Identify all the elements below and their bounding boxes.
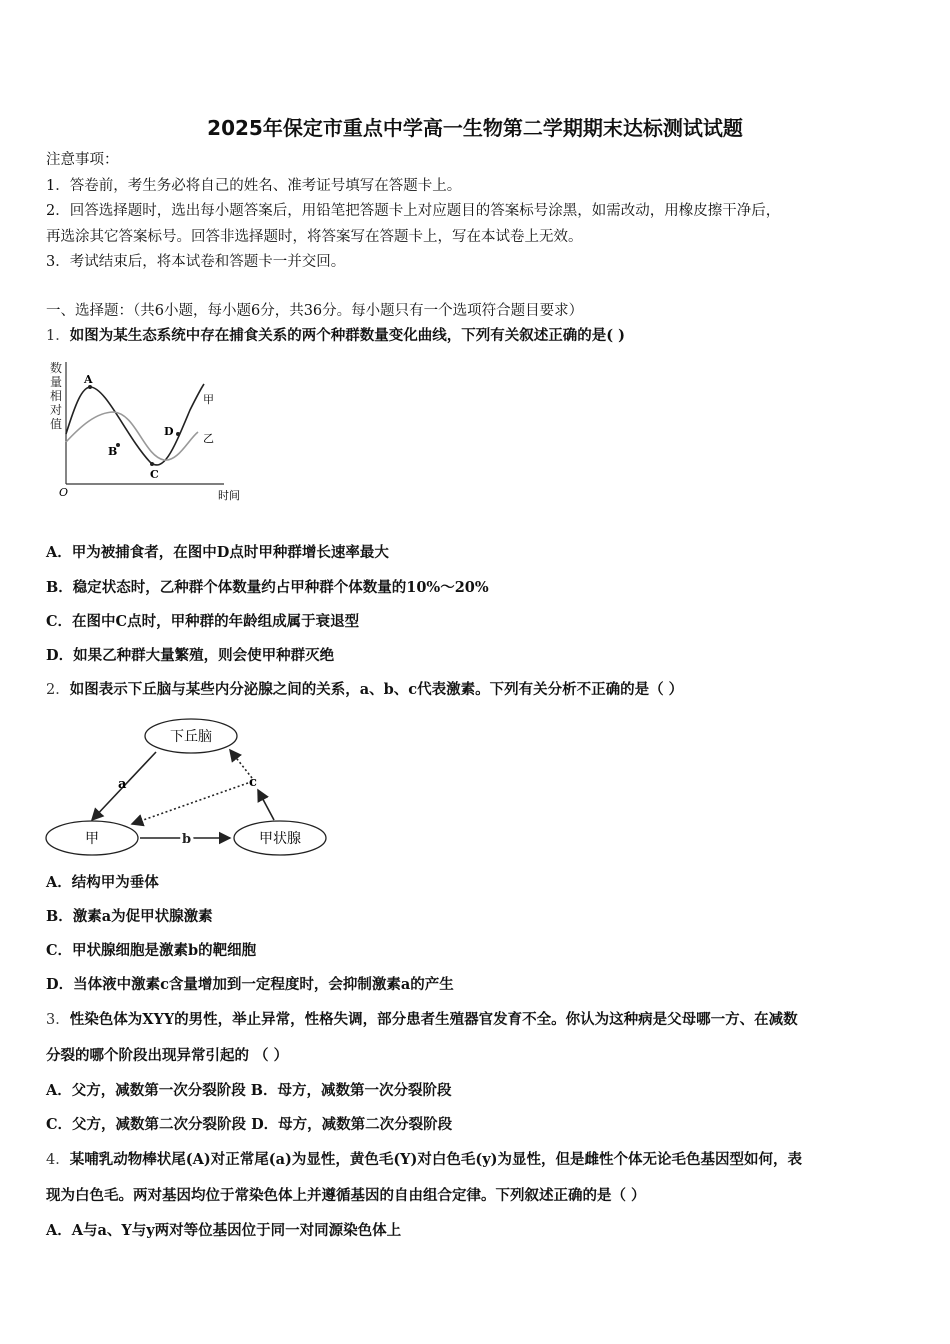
q3-options-row-2: C．父方，减数第二次分裂阶段 D．母方，减数第二次分裂阶段 (46, 1116, 453, 1133)
label-c: c (249, 775, 257, 790)
question-number: 1． (46, 328, 70, 344)
hormone-diagram-figure (44, 716, 330, 862)
arrow-c-feedback-hypothalamus (230, 750, 252, 778)
question-4-stem (46, 1150, 802, 1170)
ylabel-char: 值 (50, 417, 63, 431)
notice-item-3: 3．考试结束后，将本试卷和答题卡一并交回。 (46, 254, 346, 270)
node-hypothalamus-label: 下丘脑 (170, 729, 212, 745)
question-number: 4． (46, 1152, 70, 1168)
point-c-label: C (150, 468, 159, 481)
point-a-label: A (84, 373, 93, 386)
q2-option-c: C．甲状腺细胞是激素b的靶细胞 (46, 942, 257, 959)
notice-item-1: 1．答卷前，考生务必将自己的姓名、准考证号填写在答题卡上。 (46, 178, 462, 194)
label-a: a (118, 777, 127, 792)
q2-option-b: B．激素a为促甲状腺激素 (46, 908, 213, 925)
q1-option-d: D．如果乙种群大量繁殖，则会使甲种群灭绝 (46, 647, 335, 664)
section-heading: 一、选择题：（共6小题，每小题6分，共36分。每小题只有一个选项符合题目要求） (46, 303, 584, 319)
notice-heading: 注意事项： (46, 152, 119, 168)
ylabel-char: 相 (50, 389, 63, 403)
ylabel-char: 量 (50, 375, 63, 389)
notice-item-2-cont: 再选涂其它答案标号。回答非选择题时，将答案写在答题卡上，写在本试卷上无效。 (46, 229, 583, 245)
question-number: 2． (46, 682, 70, 698)
origin-label: O (59, 486, 69, 499)
ylabel-char: 数 (50, 361, 63, 375)
q3-options-row-1: A．父方，减数第一次分裂阶段 B．母方，减数第一次分裂阶段 (46, 1082, 452, 1099)
question-text: 某哺乳动物棒状尾(A)对正常尾(a)为显性，黄色毛(Y)对白色毛(y)为显性，但是雌性个体无论毛色基因型如何，表 (69, 1151, 803, 1168)
q4-option-a: A．A与a、Y与y两对等位基因位于同一对同源染色体上 (46, 1222, 402, 1239)
question-text: 如图表示下丘脑与某些内分泌腺之间的关系，a、b、c代表激素。下列有关分析不正确的是（ ） (69, 681, 684, 698)
point-c-dot (150, 462, 154, 466)
page-title: 2025年保定市重点中学高一生物第二学期期末达标测试试题 (207, 116, 743, 140)
point-d-dot (176, 432, 180, 436)
arrow-c-feedback-jia (132, 783, 248, 824)
question-3-stem-cont: 分裂的哪个阶段出现异常引起的 （ ） (46, 1047, 289, 1064)
question-1-stem (46, 326, 625, 346)
question-text: 性染色体为XYY的男性，举止异常，性格失调，部分患者生殖器官发育不全。你认为这种病是父母哪一方、在减数 (69, 1011, 798, 1028)
q1-option-b: B．稳定状态时，乙种群个体数量约占甲种群个体数量的10%～20% (46, 579, 489, 596)
ylabel-char: 对 (50, 403, 63, 417)
series-yi-label: 乙 (203, 432, 214, 445)
q2-option-d: D．当体液中激素c含量增加到一定程度时，会抑制激素a的产生 (46, 976, 454, 993)
question-4-stem-cont: 现为白色毛。两对基因均位于常染色体上并遵循基因的自由组合定律。下列叙述正确的是（ ） (46, 1187, 646, 1204)
series-jia-label: 甲 (203, 393, 214, 406)
point-b-label: B (108, 445, 118, 458)
point-d-label: D (164, 425, 174, 438)
population-curve-figure (46, 352, 251, 507)
q2-option-a: A．结构甲为垂体 (46, 874, 159, 891)
node-jia-label: 甲 (85, 831, 99, 847)
series-jia-curve (66, 384, 204, 465)
label-b: b (182, 832, 192, 847)
question-2-stem (46, 680, 683, 700)
q1-option-a: A．甲为被捕食者，在图中D点时甲种群增长速率最大 (46, 544, 389, 561)
question-text: 如图为某生态系统中存在捕食关系的两个种群数量变化曲线，下列有关叙述正确的是( ) (69, 327, 626, 344)
notice-item-2: 2．回答选择题时，选出每小题答案后，用铅笔把答题卡上对应题目的答案标号涂黑，如需改动，用橡皮擦干净后， (46, 203, 781, 219)
arrow-c (258, 790, 274, 820)
xlabel: 时间 (218, 489, 240, 502)
node-thyroid-label: 甲状腺 (259, 831, 301, 847)
question-3-stem (46, 1010, 798, 1030)
q1-option-c: C．在图中C点时，甲种群的年龄组成属于衰退型 (46, 613, 360, 630)
question-number: 3． (46, 1012, 70, 1028)
